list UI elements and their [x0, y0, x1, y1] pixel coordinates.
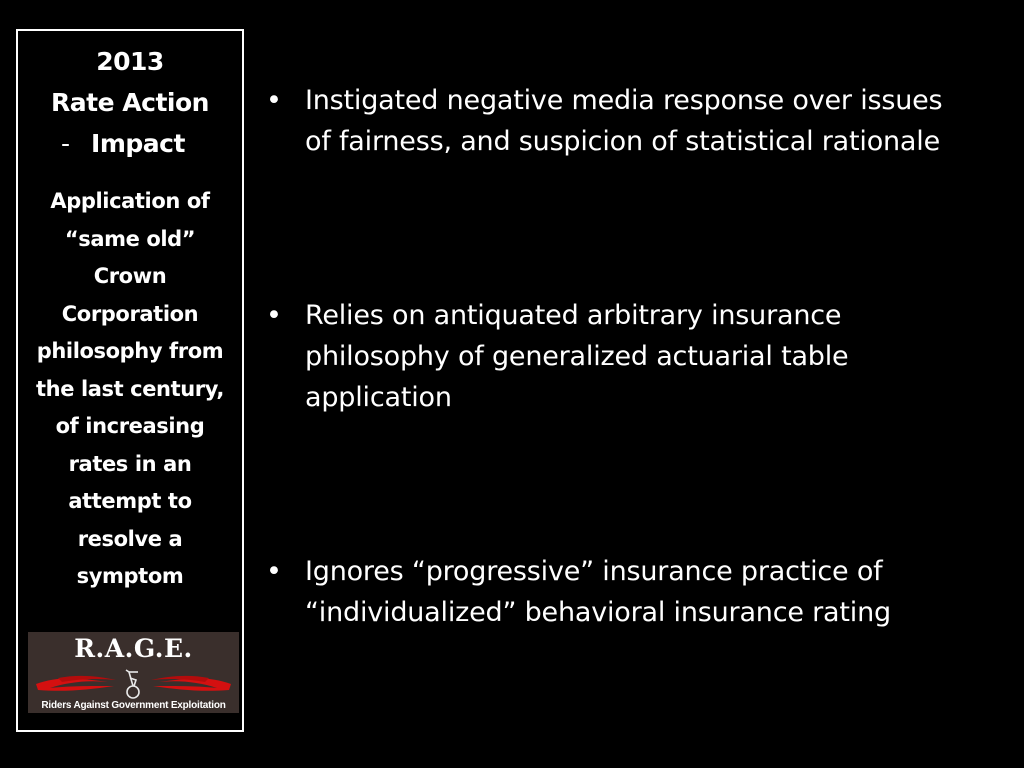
logo-title: R.A.G.E.	[74, 634, 193, 663]
bullet-item	[266, 80, 986, 162]
motorcycle-icon	[126, 670, 139, 698]
side-panel	[16, 29, 244, 732]
bullet-item	[266, 551, 986, 633]
bullet-text: Instigated negative media response over issues of fairness, and suspicion of statistical rationale	[305, 85, 943, 157]
bullet-text: Relies on antiquated arbitrary insurance philosophy of generalized actuarial table application	[305, 300, 849, 413]
rage-logo	[28, 632, 239, 713]
bullet-icon: •	[266, 556, 282, 587]
panel-heading	[18, 41, 242, 164]
flames-motorcycle-icon	[28, 666, 239, 700]
heading-year: 2013	[96, 47, 164, 76]
heading-title: Rate Action	[51, 88, 209, 117]
bullet-icon: •	[266, 300, 282, 331]
bullet-icon: •	[266, 85, 282, 116]
logo-tagline: Riders Against Government Exploitation	[41, 700, 226, 711]
heading-impact-row	[18, 123, 242, 164]
panel-description: Application of “same old” Crown Corporation philosophy from the last century, of increasing rates in an attempt to resolve a symptom	[36, 189, 224, 588]
bullet-text: Ignores “progressive” insurance practice of “individualized” behavioral insurance rating	[305, 556, 891, 628]
heading-impact: Impact	[91, 129, 185, 158]
heading-dash: -	[61, 129, 70, 158]
bullet-item	[266, 295, 986, 418]
